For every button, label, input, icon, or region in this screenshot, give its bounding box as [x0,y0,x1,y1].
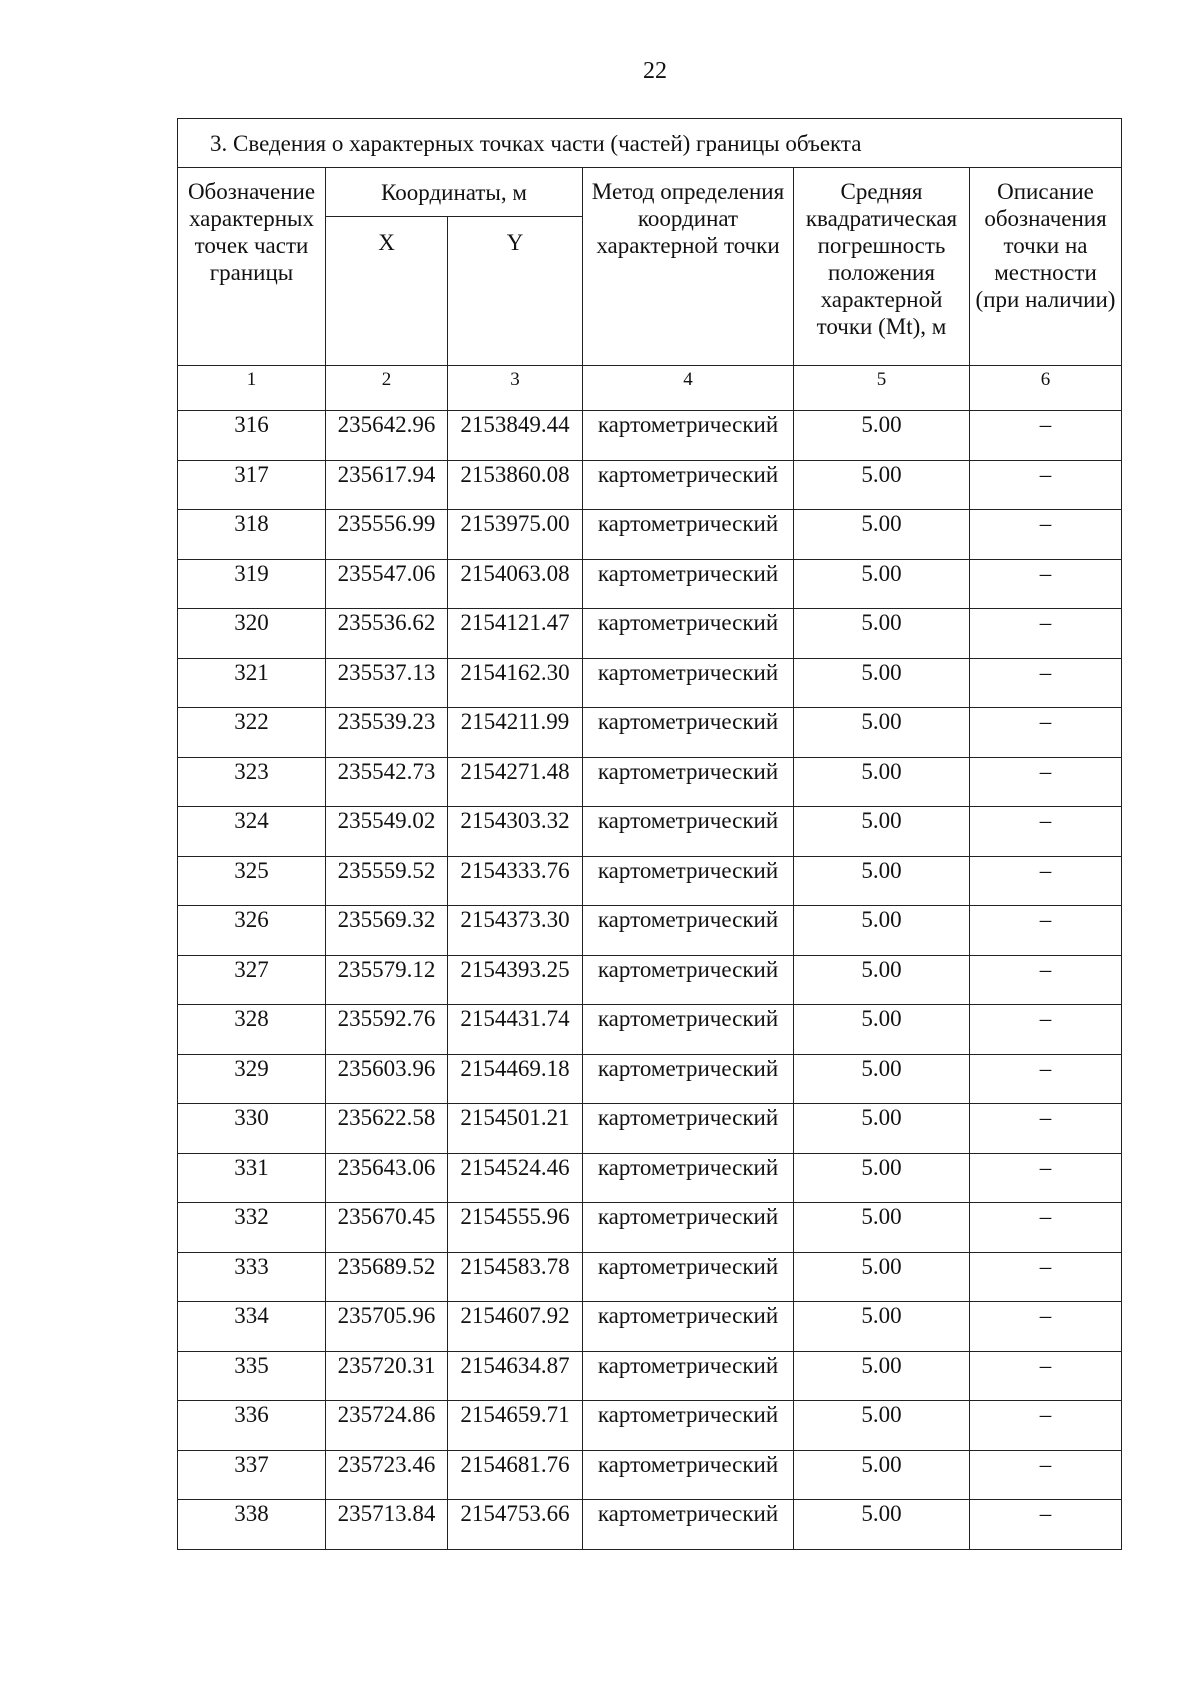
table-row [178,708,1122,758]
header-designation: Обозначение характерных точек части границы [178,168,326,366]
method-cell: картометрический [583,1401,794,1451]
column-number: 6 [970,366,1122,411]
table-row [178,460,1122,510]
y-coordinate-cell: 2153849.44 [448,411,583,461]
error-cell: 5.00 [794,1351,970,1401]
point-id-cell: 337 [178,1450,326,1500]
error-cell: 5.00 [794,708,970,758]
table-row [178,1252,1122,1302]
point-id-cell: 321 [178,658,326,708]
description-cell: – [970,1500,1122,1550]
description-cell: – [970,1153,1122,1203]
y-coordinate-cell: 2154431.74 [448,1005,583,1055]
method-cell: картометрический [583,1005,794,1055]
method-cell: картометрический [583,658,794,708]
y-coordinate-cell: 2154303.32 [448,807,583,857]
y-coordinate-cell: 2154393.25 [448,955,583,1005]
page-number: 22 [643,58,667,84]
y-coordinate-cell: 2154271.48 [448,757,583,807]
method-cell: картометрический [583,856,794,906]
method-cell: картометрический [583,757,794,807]
error-cell: 5.00 [794,1005,970,1055]
header-y: Y [448,217,583,366]
table-row [178,1104,1122,1154]
method-cell: картометрический [583,609,794,659]
point-id-cell: 319 [178,559,326,609]
error-cell: 5.00 [794,658,970,708]
y-coordinate-cell: 2154524.46 [448,1153,583,1203]
error-cell: 5.00 [794,807,970,857]
error-cell: 5.00 [794,906,970,956]
y-coordinate-cell: 2153860.08 [448,460,583,510]
description-cell: – [970,1401,1122,1451]
y-coordinate-cell: 2154583.78 [448,1252,583,1302]
description-cell: – [970,1005,1122,1055]
method-cell: картометрический [583,955,794,1005]
table-row [178,1153,1122,1203]
description-cell: – [970,906,1122,956]
method-cell: картометрический [583,1054,794,1104]
description-cell: – [970,708,1122,758]
error-cell: 5.00 [794,559,970,609]
point-id-cell: 317 [178,460,326,510]
header-error: Средняя квадратическая погрешность положения характерной точки (Mt), м [794,168,970,366]
y-coordinate-cell: 2154634.87 [448,1351,583,1401]
point-id-cell: 327 [178,955,326,1005]
y-coordinate-cell: 2154607.92 [448,1302,583,1352]
error-cell: 5.00 [794,1153,970,1203]
y-coordinate-cell: 2154555.96 [448,1203,583,1253]
point-id-cell: 333 [178,1252,326,1302]
point-id-cell: 330 [178,1104,326,1154]
point-id-cell: 323 [178,757,326,807]
column-numbers-row [178,366,1122,411]
y-coordinate-cell: 2154063.08 [448,559,583,609]
method-cell: картометрический [583,1252,794,1302]
table-row [178,1005,1122,1055]
table-row [178,955,1122,1005]
method-cell: картометрический [583,807,794,857]
y-coordinate-cell: 2154753.66 [448,1500,583,1550]
header-description: Описание обозначения точки на местности (при наличии) [970,168,1122,366]
table-row [178,510,1122,560]
description-cell: – [970,1104,1122,1154]
description-cell: – [970,955,1122,1005]
description-cell: – [970,510,1122,560]
table-row [178,1302,1122,1352]
point-id-cell: 329 [178,1054,326,1104]
column-number: 1 [178,366,326,411]
error-cell: 5.00 [794,1401,970,1451]
x-coordinate-cell: 235670.45 [326,1203,448,1253]
table-row [178,757,1122,807]
y-coordinate-cell: 2154659.71 [448,1401,583,1451]
column-number: 3 [448,366,583,411]
table-row [178,906,1122,956]
description-cell: – [970,559,1122,609]
x-coordinate-cell: 235689.52 [326,1252,448,1302]
description-cell: – [970,1054,1122,1104]
x-coordinate-cell: 235643.06 [326,1153,448,1203]
description-cell: – [970,807,1122,857]
point-id-cell: 324 [178,807,326,857]
error-cell: 5.00 [794,510,970,560]
y-coordinate-cell: 2154469.18 [448,1054,583,1104]
x-coordinate-cell: 235592.76 [326,1005,448,1055]
error-cell: 5.00 [794,1252,970,1302]
x-coordinate-cell: 235617.94 [326,460,448,510]
x-coordinate-cell: 235542.73 [326,757,448,807]
method-cell: картометрический [583,1500,794,1550]
boundary-points-table [177,118,1122,1550]
y-coordinate-cell: 2154121.47 [448,609,583,659]
table-row [178,1351,1122,1401]
description-cell: – [970,411,1122,461]
column-number: 2 [326,366,448,411]
table-title: 3. Сведения о характерных точках части (частей) границы объекта [178,119,1122,168]
header-x: X [326,217,448,366]
y-coordinate-cell: 2154333.76 [448,856,583,906]
error-cell: 5.00 [794,609,970,659]
description-cell: – [970,1302,1122,1352]
header-coordinates: Координаты, м [326,168,583,217]
x-coordinate-cell: 235723.46 [326,1450,448,1500]
x-coordinate-cell: 235569.32 [326,906,448,956]
x-coordinate-cell: 235724.86 [326,1401,448,1451]
method-cell: картометрический [583,460,794,510]
point-id-cell: 338 [178,1500,326,1550]
table-row [178,411,1122,461]
description-cell: – [970,1351,1122,1401]
error-cell: 5.00 [794,411,970,461]
table-row [178,1450,1122,1500]
y-coordinate-cell: 2153975.00 [448,510,583,560]
x-coordinate-cell: 235622.58 [326,1104,448,1154]
description-cell: – [970,757,1122,807]
description-cell: – [970,609,1122,659]
method-cell: картометрический [583,1153,794,1203]
error-cell: 5.00 [794,1054,970,1104]
x-coordinate-cell: 235539.23 [326,708,448,758]
point-id-cell: 320 [178,609,326,659]
table-row [178,807,1122,857]
method-cell: картометрический [583,1450,794,1500]
point-id-cell: 322 [178,708,326,758]
point-id-cell: 326 [178,906,326,956]
table-row [178,1054,1122,1104]
column-number: 4 [583,366,794,411]
method-cell: картометрический [583,1203,794,1253]
column-number: 5 [794,366,970,411]
y-coordinate-cell: 2154373.30 [448,906,583,956]
error-cell: 5.00 [794,1203,970,1253]
error-cell: 5.00 [794,1450,970,1500]
point-id-cell: 316 [178,411,326,461]
point-id-cell: 336 [178,1401,326,1451]
y-coordinate-cell: 2154211.99 [448,708,583,758]
error-cell: 5.00 [794,1302,970,1352]
description-cell: – [970,460,1122,510]
x-coordinate-cell: 235642.96 [326,411,448,461]
point-id-cell: 318 [178,510,326,560]
error-cell: 5.00 [794,856,970,906]
y-coordinate-cell: 2154162.30 [448,658,583,708]
method-cell: картометрический [583,1104,794,1154]
x-coordinate-cell: 235537.13 [326,658,448,708]
x-coordinate-cell: 235713.84 [326,1500,448,1550]
method-cell: картометрический [583,1351,794,1401]
method-cell: картометрический [583,1302,794,1352]
error-cell: 5.00 [794,757,970,807]
table-row [178,1401,1122,1451]
table-row [178,559,1122,609]
error-cell: 5.00 [794,1500,970,1550]
point-id-cell: 335 [178,1351,326,1401]
point-id-cell: 332 [178,1203,326,1253]
x-coordinate-cell: 235720.31 [326,1351,448,1401]
point-id-cell: 334 [178,1302,326,1352]
x-coordinate-cell: 235579.12 [326,955,448,1005]
x-coordinate-cell: 235559.52 [326,856,448,906]
description-cell: – [970,658,1122,708]
description-cell: – [970,1450,1122,1500]
method-cell: картометрический [583,510,794,560]
table-row [178,658,1122,708]
y-coordinate-cell: 2154501.21 [448,1104,583,1154]
table-row [178,1203,1122,1253]
table-row [178,1500,1122,1550]
table-row [178,609,1122,659]
method-cell: картометрический [583,411,794,461]
x-coordinate-cell: 235549.02 [326,807,448,857]
description-cell: – [970,856,1122,906]
x-coordinate-cell: 235536.62 [326,609,448,659]
table-row [178,856,1122,906]
x-coordinate-cell: 235547.06 [326,559,448,609]
error-cell: 5.00 [794,955,970,1005]
method-cell: картометрический [583,906,794,956]
description-cell: – [970,1252,1122,1302]
point-id-cell: 325 [178,856,326,906]
description-cell: – [970,1203,1122,1253]
y-coordinate-cell: 2154681.76 [448,1450,583,1500]
method-cell: картометрический [583,708,794,758]
header-method: Метод определения координат характерной точки [583,168,794,366]
method-cell: картометрический [583,559,794,609]
point-id-cell: 328 [178,1005,326,1055]
error-cell: 5.00 [794,1104,970,1154]
x-coordinate-cell: 235556.99 [326,510,448,560]
point-id-cell: 331 [178,1153,326,1203]
x-coordinate-cell: 235705.96 [326,1302,448,1352]
x-coordinate-cell: 235603.96 [326,1054,448,1104]
error-cell: 5.00 [794,460,970,510]
